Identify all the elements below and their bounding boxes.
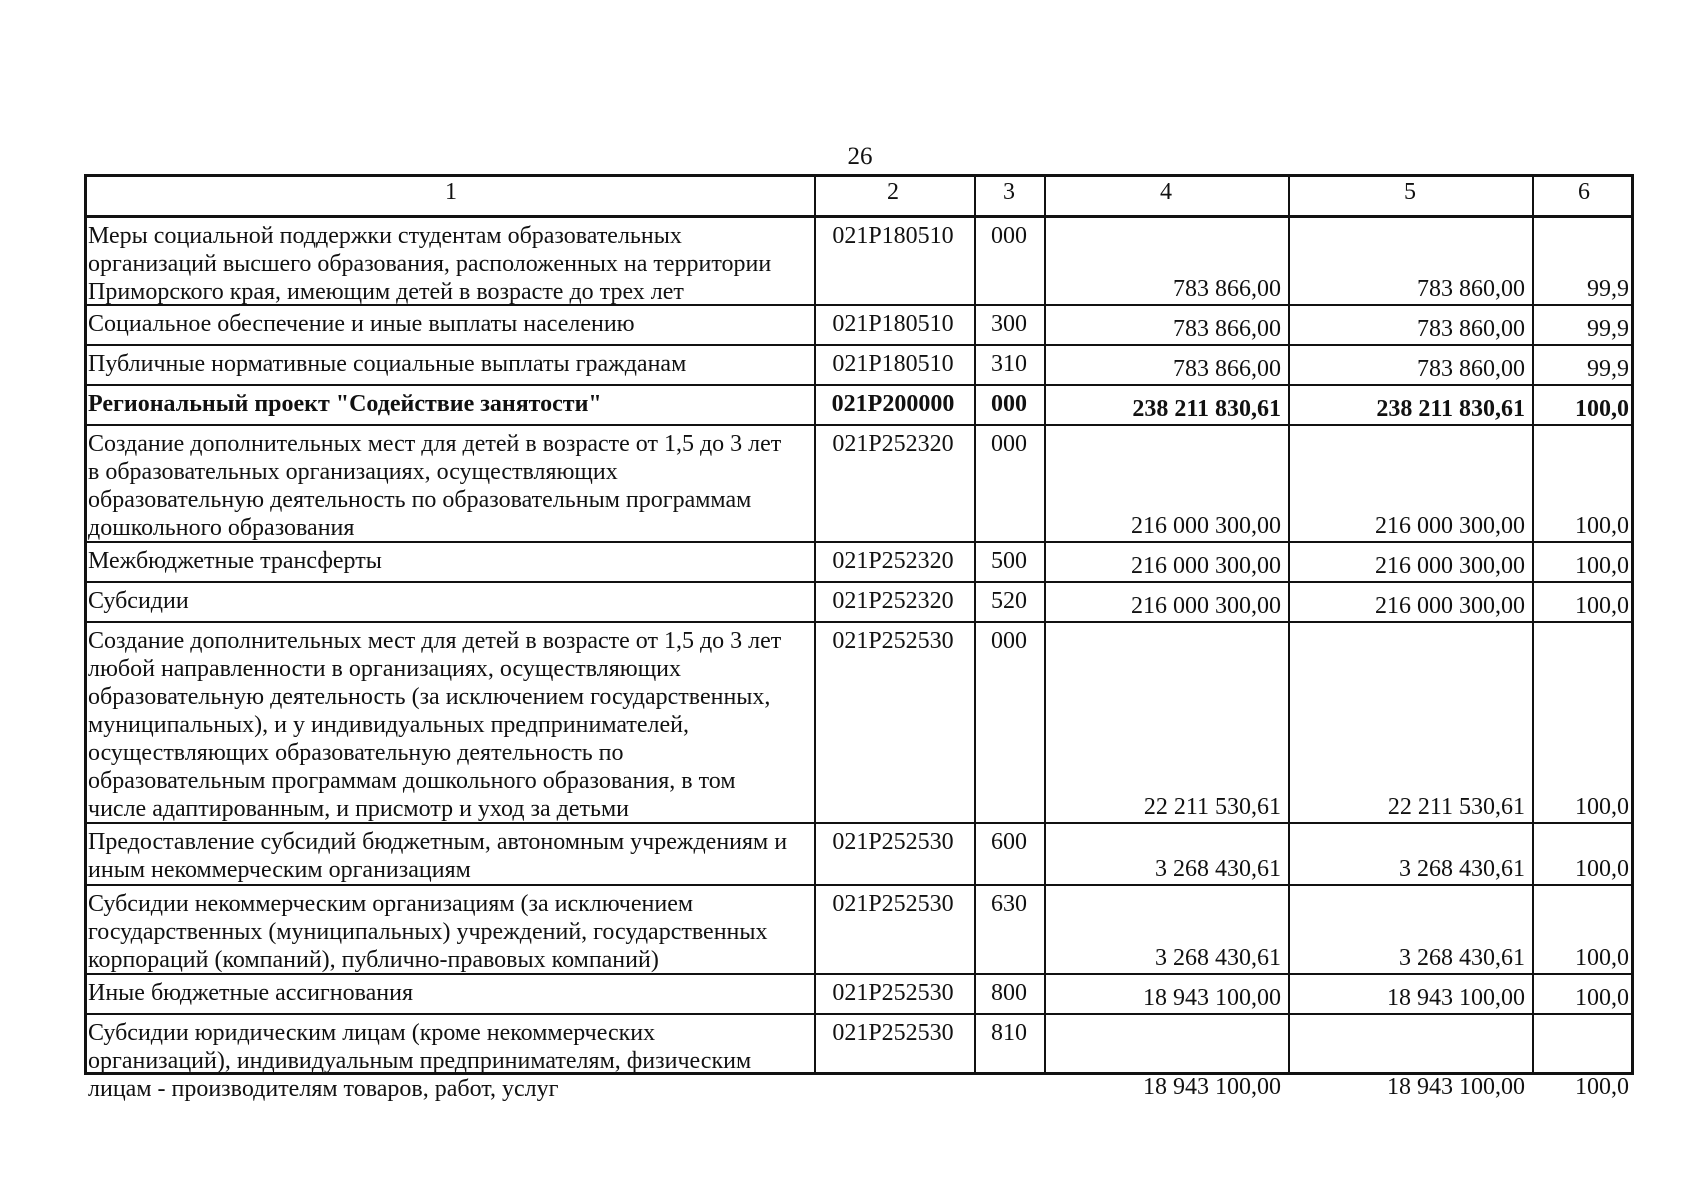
description-line: Субсидии некоммерческим организациям (за исключением xyxy=(88,891,694,917)
description-line: иным некоммерческим организациям xyxy=(88,857,471,883)
row-description xyxy=(88,543,814,581)
description-line: государственных (муниципальных) учреждений, государственных xyxy=(88,919,768,945)
row-actual-value: 238 211 830,61 xyxy=(1376,396,1525,422)
row-plan-value: 22 211 530,61 xyxy=(1143,794,1281,820)
row-percent: 100,0 xyxy=(1575,513,1629,539)
row-code: 021P252530 xyxy=(832,1020,954,1046)
row-percent: 100,0 xyxy=(1575,945,1629,971)
row-type: 000 xyxy=(991,223,1027,249)
page-number: 26 xyxy=(847,143,873,170)
row-actual-value: 783 860,00 xyxy=(1417,276,1525,302)
row-code: 021P252530 xyxy=(832,891,954,917)
row-plan-value: 783 866,00 xyxy=(1173,276,1281,302)
description-line: Меры социальной поддержки студентам образовательных xyxy=(88,223,682,249)
row-description xyxy=(88,346,814,384)
row-actual-value: 216 000 300,00 xyxy=(1375,553,1525,579)
description-line: образовательную деятельность по образовательным программам xyxy=(88,487,752,513)
row-plan-value: 783 866,00 xyxy=(1173,316,1281,342)
row-actual-value: 216 000 300,00 xyxy=(1375,513,1525,539)
row-description xyxy=(88,218,814,304)
row-type: 800 xyxy=(991,980,1027,1006)
row-description xyxy=(88,623,814,822)
row-type: 310 xyxy=(991,351,1027,377)
description-line: Публичные нормативные социальные выплаты гражданам xyxy=(88,351,687,377)
row-description xyxy=(88,1015,814,1102)
description-line: образовательную деятельность (за исключением государственных, xyxy=(88,684,771,710)
description-line: Региональный проект "Содействие занятости" xyxy=(88,391,602,417)
row-actual-value: 783 860,00 xyxy=(1417,356,1525,382)
row-actual-value: 3 268 430,61 xyxy=(1399,945,1525,971)
column-header-2: 2 xyxy=(887,179,899,205)
description-line: числе адаптированным, и присмотр и уход за детьми xyxy=(88,796,629,822)
row-actual-value: 18 943 100,00 xyxy=(1387,985,1525,1011)
table-row xyxy=(84,306,1634,344)
row-percent: 100,0 xyxy=(1575,794,1629,820)
row-code: 021P180510 xyxy=(832,311,954,337)
row-plan-value: 783 866,00 xyxy=(1173,356,1281,382)
description-line: Предоставление субсидий бюджетным, автономным учреждениям и xyxy=(88,829,788,855)
row-percent: 99,9 xyxy=(1587,316,1629,342)
row-description xyxy=(88,426,814,541)
row-code: 021P252530 xyxy=(832,628,954,654)
row-type: 630 xyxy=(991,891,1027,917)
description-line: муниципальных), и у индивидуальных предпринимателей, xyxy=(88,712,689,738)
description-line: в образовательных организациях, осуществляющих xyxy=(88,459,618,485)
row-actual-value: 783 860,00 xyxy=(1417,316,1525,342)
row-description xyxy=(88,306,814,344)
row-type: 500 xyxy=(991,548,1027,574)
row-code: 021P252320 xyxy=(832,548,954,574)
row-description xyxy=(88,824,814,884)
row-code: 021P180510 xyxy=(832,351,954,377)
table-row xyxy=(84,386,1634,424)
row-code: 021P200000 xyxy=(831,391,955,417)
row-percent: 99,9 xyxy=(1587,276,1629,302)
column-header-3: 3 xyxy=(1003,179,1015,205)
description-line: Субсидии юридическим лицам (кроме некоммерческих xyxy=(88,1020,656,1046)
row-percent: 99,9 xyxy=(1587,356,1629,382)
row-description xyxy=(88,975,814,1013)
row-type: 600 xyxy=(991,829,1027,855)
budget-table xyxy=(84,174,1634,1102)
row-code: 021P252530 xyxy=(832,829,954,855)
table-row xyxy=(84,583,1634,621)
table-row xyxy=(84,426,1634,541)
description-line: Социальное обеспечение и иные выплаты населению xyxy=(88,311,635,337)
description-line: корпораций (компаний), публично-правовых компаний) xyxy=(88,947,659,973)
row-plan-value: 238 211 830,61 xyxy=(1132,396,1281,422)
column-header-1: 1 xyxy=(445,179,457,205)
table-row xyxy=(84,218,1634,304)
row-code: 021P180510 xyxy=(832,223,954,249)
row-actual-value: 18 943 100,00 xyxy=(1387,1074,1525,1100)
row-plan-value: 18 943 100,00 xyxy=(1143,985,1281,1011)
row-percent: 100,0 xyxy=(1575,856,1629,882)
table-row xyxy=(84,543,1634,581)
description-line: Создание дополнительных мест для детей в возрасте от 1,5 до 3 лет xyxy=(88,431,782,457)
description-line: Субсидии xyxy=(88,588,189,614)
row-percent: 100,0 xyxy=(1575,593,1629,619)
column-header-5: 5 xyxy=(1404,179,1416,205)
description-line: Приморского края, имеющим детей в возрасте до трех лет xyxy=(88,279,684,305)
row-type: 300 xyxy=(991,311,1027,337)
table-row xyxy=(84,886,1634,973)
row-type: 520 xyxy=(991,588,1027,614)
row-type: 810 xyxy=(991,1020,1027,1046)
row-plan-value: 216 000 300,00 xyxy=(1131,553,1281,579)
table-row xyxy=(84,975,1634,1013)
description-line: дошкольного образования xyxy=(88,515,355,541)
row-type: 000 xyxy=(991,431,1027,457)
row-plan-value: 216 000 300,00 xyxy=(1131,513,1281,539)
table-row xyxy=(84,623,1634,822)
description-line: любой направленности в организациях, осуществляющих xyxy=(88,656,682,682)
row-percent: 100,0 xyxy=(1575,985,1629,1011)
row-percent: 100,0 xyxy=(1575,553,1629,579)
row-plan-value: 216 000 300,00 xyxy=(1131,593,1281,619)
row-code: 021P252530 xyxy=(832,980,954,1006)
row-description xyxy=(88,386,814,424)
row-type: 000 xyxy=(991,628,1027,654)
row-type: 000 xyxy=(991,391,1027,417)
description-line: организаций), индивидуальным предпринимателям, физическим xyxy=(88,1048,752,1074)
row-description xyxy=(88,886,814,973)
row-plan-value: 18 943 100,00 xyxy=(1143,1074,1281,1100)
row-actual-value: 216 000 300,00 xyxy=(1375,593,1525,619)
row-code: 021P252320 xyxy=(832,588,954,614)
column-header-4: 4 xyxy=(1160,179,1172,205)
row-percent: 100,0 xyxy=(1575,396,1629,422)
row-plan-value: 3 268 430,61 xyxy=(1155,856,1281,882)
row-plan-value: 3 268 430,61 xyxy=(1155,945,1281,971)
description-line: организаций высшего образования, расположенных на территории xyxy=(88,251,772,277)
table-row xyxy=(84,346,1634,384)
row-code: 021P252320 xyxy=(832,431,954,457)
row-description xyxy=(88,583,814,621)
description-line: образовательным программам дошкольного образования, в том xyxy=(88,768,736,794)
table-row xyxy=(84,1015,1634,1102)
description-line: осуществляющих образовательную деятельность по xyxy=(88,740,624,766)
description-line: Иные бюджетные ассигнования xyxy=(88,980,413,1006)
row-actual-value: 3 268 430,61 xyxy=(1399,856,1525,882)
description-line: Создание дополнительных мест для детей в возрасте от 1,5 до 3 лет xyxy=(88,628,782,654)
description-line: лицам - производителям товаров, работ, услуг xyxy=(88,1076,559,1102)
row-percent: 100,0 xyxy=(1575,1074,1629,1100)
description-line: Межбюджетные трансферты xyxy=(88,548,382,574)
column-header-6: 6 xyxy=(1578,179,1590,205)
row-actual-value: 22 211 530,61 xyxy=(1387,794,1525,820)
table-row xyxy=(84,824,1634,884)
